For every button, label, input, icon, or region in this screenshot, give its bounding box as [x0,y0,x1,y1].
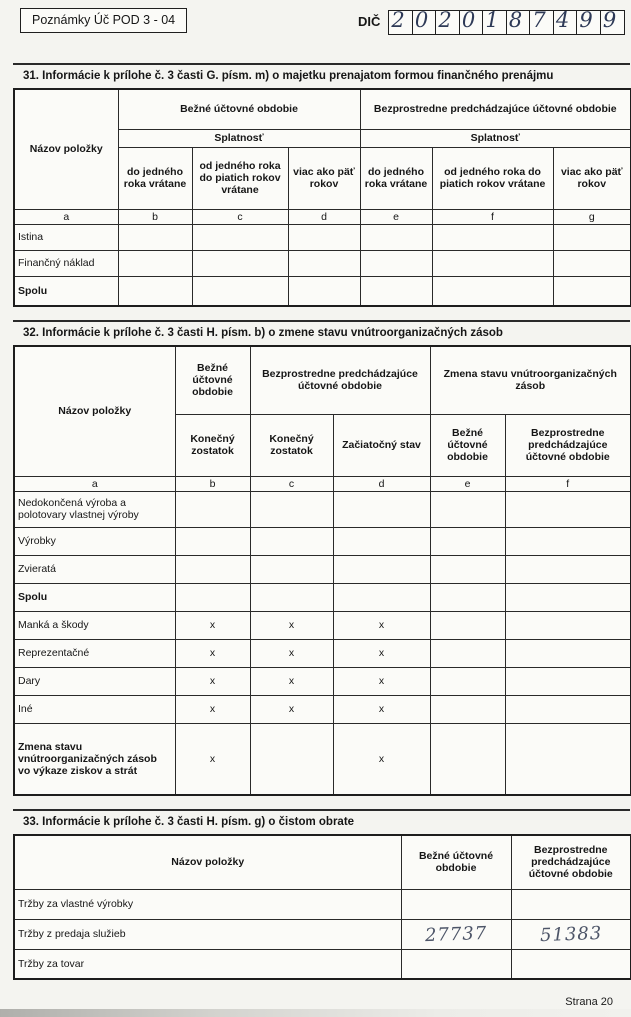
table-row [14,527,631,555]
name-column-header: Názov položky [14,346,175,476]
row-label: Tržby za tovar [14,949,401,979]
table-section-33 [13,834,631,980]
table-section-31 [13,88,631,307]
table-row [14,276,631,306]
data-cell[interactable]: x [250,667,333,695]
previous-period-group-header: Bezprostredne predchádzajúce účtovné obdobie [250,346,430,414]
current-period-group-header: Bežné účtovné obdobie [118,89,360,129]
row-label: Spolu [14,583,175,611]
row-label: Manká a škody [14,611,175,639]
subcolumn-header: viac ako päť rokov [288,147,360,209]
subcolumn-header: Konečný zostatok [175,414,250,476]
table-row [14,723,631,795]
data-cell[interactable] [505,695,631,723]
table-row [14,889,631,919]
data-cell[interactable] [360,276,432,306]
handwritten-value: 51383 [539,922,603,946]
dic-digit-box[interactable] [460,8,484,34]
dic-group [358,10,625,35]
data-cell[interactable] [333,527,430,555]
data-cell[interactable]: x [333,723,430,795]
column-letter: c [250,476,333,491]
data-cell[interactable]: x [250,639,333,667]
table-section-32 [13,345,631,796]
name-column-header: Názov položky [14,835,401,889]
data-cell[interactable] [175,491,250,527]
handwritten-digit: 8 [508,8,523,32]
subcolumn-header: Bežné účtovné obdobie [430,414,505,476]
dic-digit-box[interactable] [601,8,625,34]
row-label: Dary [14,667,175,695]
data-cell[interactable] [505,491,631,527]
subcolumn-header: od jedného roka do piatich rokov vrátane [432,147,553,209]
data-cell[interactable]: x [175,723,250,795]
form-title: Poznámky Úč POD 3 - 04 [20,8,187,33]
row-label: Iné [14,695,175,723]
dic-digit-box[interactable] [577,8,601,34]
table-row [14,555,631,583]
data-cell[interactable] [401,889,511,919]
column-letter: d [288,209,360,224]
section-31-title: 31. Informácie k prílohe č. 3 časti G. písm. m) o majetku prenajatom formou finančného prenájmu [13,63,630,88]
handwritten-digit: 9 [579,8,593,32]
table-row [14,611,631,639]
column-letter: a [14,209,118,224]
data-cell[interactable] [505,639,631,667]
column-letter: f [432,209,553,224]
data-cell[interactable] [250,527,333,555]
subcolumn-header: viac ako päť rokov [553,147,631,209]
data-cell[interactable] [360,250,432,276]
column-letter: b [118,209,192,224]
section-31 [13,63,630,307]
column-letter: f [505,476,631,491]
column-letter: c [192,209,288,224]
data-cell[interactable] [401,949,511,979]
handwritten-digit: 2 [438,8,452,32]
data-cell[interactable] [192,250,288,276]
subcolumn-header: do jedného roka vrátane [360,147,432,209]
data-cell[interactable]: x [250,695,333,723]
row-label: Finančný náklad [14,250,118,276]
data-cell[interactable] [505,527,631,555]
subcolumn-header: Bezprostredne predchádzajúce účtovné obdobie [505,414,631,476]
data-cell[interactable]: x [175,639,250,667]
data-cell[interactable]: x [175,667,250,695]
data-cell[interactable] [192,224,288,250]
data-cell[interactable] [250,723,333,795]
data-cell[interactable] [505,555,631,583]
dic-digit-box[interactable] [554,8,578,34]
previous-period-column-header: Bezprostredne predchádzajúce účtovné obdobie [511,835,631,889]
data-cell[interactable] [430,695,505,723]
data-cell[interactable] [553,250,631,276]
dic-digit-box[interactable] [413,8,437,34]
name-column-header: Názov položky [14,89,118,209]
column-letter: a [14,476,175,491]
dic-digit-box[interactable] [436,8,460,34]
table-row [14,224,631,250]
column-letter: e [360,209,432,224]
data-cell[interactable] [118,224,192,250]
dic-digit-box[interactable] [389,8,413,34]
handwritten-digit: 0 [461,8,476,32]
subcolumn-header: Začiatočný stav [333,414,430,476]
dic-digit-box[interactable] [483,8,507,34]
table-row [14,639,631,667]
handwritten-digit: 9 [602,8,617,32]
data-cell[interactable] [250,583,333,611]
maturity-header: Splatnosť [118,129,360,147]
data-cell[interactable] [430,723,505,795]
data-cell[interactable] [250,491,333,527]
data-cell[interactable] [250,555,333,583]
data-cell[interactable] [288,276,360,306]
dic-label: DIČ [358,14,381,29]
data-cell[interactable] [553,276,631,306]
handwritten-digit: 1 [485,8,499,32]
current-period-column-header: Bežné účtovné obdobie [401,835,511,889]
row-label: Zmena stavu vnútroorganizačných zásob vo výkaze ziskov a strát [14,723,175,795]
column-letter: d [333,476,430,491]
table-row [14,491,631,527]
column-letter: b [175,476,250,491]
data-cell[interactable] [430,639,505,667]
data-cell[interactable]: x [175,695,250,723]
data-cell[interactable] [432,224,553,250]
data-cell[interactable] [288,224,360,250]
table-row [14,919,631,949]
subcolumn-header: od jedného roka do piatich rokov vrátane [192,147,288,209]
table-row [14,250,631,276]
table-row [14,667,631,695]
data-cell[interactable] [430,583,505,611]
data-cell[interactable] [430,667,505,695]
data-cell[interactable] [192,276,288,306]
data-cell[interactable] [511,919,631,949]
row-label: Výrobky [14,527,175,555]
column-letter: g [553,209,631,224]
row-label: Tržby za vlastné výrobky [14,889,401,919]
data-cell[interactable] [430,555,505,583]
data-cell[interactable] [333,555,430,583]
section-32-title: 32. Informácie k prílohe č. 3 časti H. písm. b) o zmene stavu vnútroorganizačných zásob [13,320,630,345]
data-cell[interactable] [118,276,192,306]
form-header [13,8,630,50]
data-cell[interactable] [430,527,505,555]
data-cell[interactable]: x [175,611,250,639]
handwritten-digit: 7 [532,8,546,32]
data-cell[interactable] [288,250,360,276]
handwritten-value: 27737 [424,922,488,946]
row-label: Istina [14,224,118,250]
change-group-header: Zmena stavu vnútroorganizačných zásob [430,346,631,414]
page-number: Strana 20 [565,996,613,1008]
data-cell[interactable] [505,611,631,639]
row-label: Zvieratá [14,555,175,583]
data-cell[interactable] [553,224,631,250]
section-33-title: 33. Informácie k prílohe č. 3 časti H. písm. g) o čistom obrate [13,809,630,834]
table-row [14,583,631,611]
handwritten-digit: 0 [414,8,429,32]
subcolumn-header: Konečný zostatok [250,414,333,476]
data-cell[interactable] [333,491,430,527]
dic-digit-box[interactable] [507,8,531,34]
data-cell[interactable] [511,949,631,979]
data-cell[interactable] [432,250,553,276]
previous-period-group-header: Bezprostredne predchádzajúce účtovné obdobie [360,89,631,129]
row-label: Spolu [14,276,118,306]
data-cell[interactable] [401,919,511,949]
data-cell[interactable] [432,276,553,306]
data-cell[interactable] [118,250,192,276]
data-cell[interactable] [505,667,631,695]
column-letter: e [430,476,505,491]
data-cell[interactable] [175,555,250,583]
maturity-header: Splatnosť [360,129,631,147]
handwritten-digit: 2 [391,8,405,32]
subcolumn-header: do jedného roka vrátane [118,147,192,209]
data-cell[interactable] [505,583,631,611]
dic-input-boxes [388,10,625,35]
data-cell[interactable]: x [333,667,430,695]
data-cell[interactable] [430,611,505,639]
row-label: Nedokončená výroba a polotovary vlastnej výroby [14,491,175,527]
data-cell[interactable] [360,224,432,250]
data-cell[interactable]: x [333,639,430,667]
data-cell[interactable] [430,491,505,527]
data-cell[interactable] [333,583,430,611]
data-cell[interactable] [175,527,250,555]
scan-edge-artifact [0,1009,631,1017]
section-33 [13,809,630,980]
table-row [14,949,631,979]
section-32 [13,320,630,796]
row-label: Reprezentačné [14,639,175,667]
table-row [14,695,631,723]
data-cell[interactable]: x [250,611,333,639]
data-cell[interactable] [505,723,631,795]
handwritten-digit: 4 [555,8,570,32]
row-label: Tržby z predaja služieb [14,919,401,949]
dic-digit-box[interactable] [530,8,554,34]
data-cell[interactable]: x [333,695,430,723]
data-cell[interactable] [511,889,631,919]
current-period-group-header: Bežné účtovné obdobie [175,346,250,414]
data-cell[interactable] [175,583,250,611]
data-cell[interactable]: x [333,611,430,639]
